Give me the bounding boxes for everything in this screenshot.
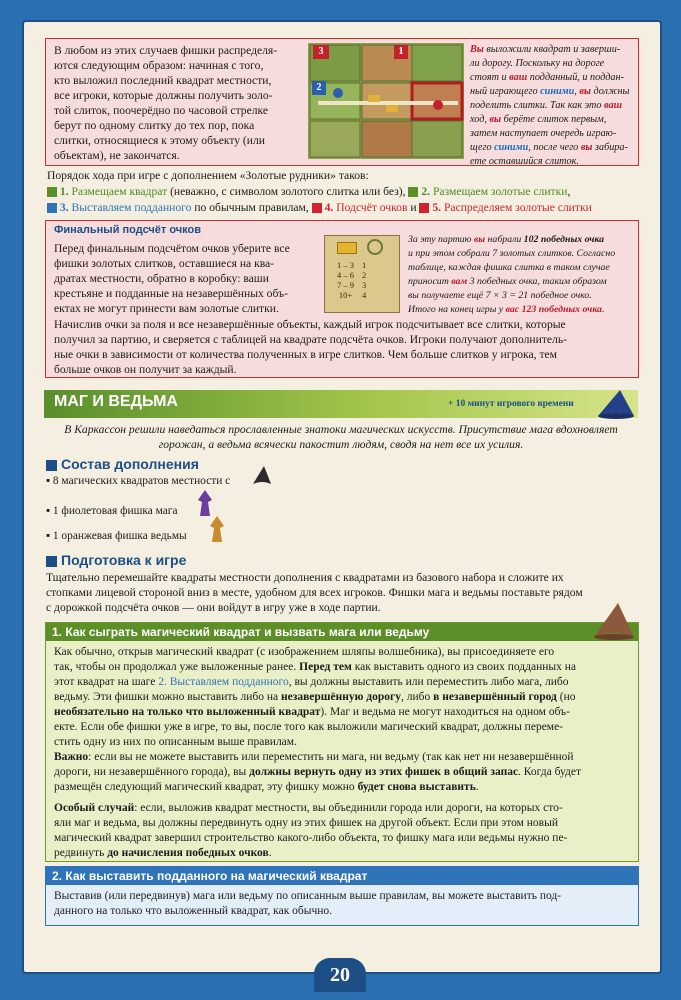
blue-player-word: синими [540, 86, 575, 97]
turn-order-line-1 [47, 184, 647, 200]
contents-item-2 [46, 504, 178, 519]
total-points: вас 123 победных очка [505, 304, 602, 315]
text: , после чего [528, 142, 581, 153]
text-line: все игроки, которые должны получить золо- [54, 89, 273, 102]
text: Итого на конец игры у [408, 304, 506, 315]
text-line: Перед финальным подсчётом очков уберите все [54, 242, 290, 255]
text: дороги, ни незавершённого города), вы [54, 766, 250, 778]
text: Перед тем [299, 661, 352, 673]
text-line: берут по одному слитку до тех пор, пока [54, 119, 255, 132]
time-badge: + 10 минут игрового времени [448, 399, 574, 409]
you-word: вы [473, 234, 486, 245]
mage-intro [44, 422, 638, 452]
text: , вы должны выставить или переместить либо мага, либо [288, 676, 569, 688]
text-line: Начислив очки за поля и все незавершённые объекты, каждый игрок подсчитывает все слитки, которые [54, 318, 566, 331]
text-line: крестьяне и подданные на незавершённых объ- [54, 287, 288, 300]
wizard-hat-small-icon [252, 464, 272, 488]
setup-heading [46, 552, 186, 570]
table-row [333, 290, 370, 300]
text: . [601, 304, 605, 315]
text-line: слитки, относящиеся к этому объекту (или [54, 134, 265, 147]
marker-1: 1 [394, 45, 408, 59]
text: ный играющего [470, 86, 541, 97]
distribution-text [54, 43, 316, 163]
text-line: с дорожкой подсчёта очков — они войдут в игру уже в ходе партии. [46, 601, 381, 614]
contents-text: 8 магических квадратов местности с [52, 475, 231, 487]
gold-distribution-example-box [45, 38, 639, 166]
text: : если, выложив квадрат местности, вы объединили города или дороги, на которых сто- [134, 802, 563, 814]
text-line: горожан, а ведьма всячески пакостит людям, сводя на нет все их усилия. [158, 438, 524, 451]
step2-text [54, 889, 634, 919]
marker-2: 2 [312, 81, 326, 95]
text: как выставить одного из своих подданных на [351, 661, 577, 673]
text-line: ные очки в зависимости от количества полученных в игре слитков. Чем больше слитков у игрока, тем [54, 348, 558, 361]
text-line: екте. Если обе фишки уже в игре, то вы, после того как выложили магический квадрат, должны переме- [54, 721, 564, 733]
blue-square-icon [47, 203, 57, 213]
text: , либо [400, 691, 434, 703]
text-line: магический квадрат завершил строительство какого-либо объекта, то фишку мага или ведьмы нужно пе- [54, 832, 568, 844]
table-cell: 2 [362, 270, 367, 280]
final-scoring-example [408, 233, 636, 317]
text-line: стопками лицевой стороной вниз в месте, удобном для всех игроков. Фишки мага и ведьмы поставьте рядом [46, 586, 583, 599]
text: будет снова выставить [357, 781, 476, 793]
red-square-icon [312, 203, 322, 213]
text: в незавершённый город [433, 691, 557, 703]
your-word: ваш [509, 72, 528, 83]
text-line: кто выложил последний квадрат местности, [54, 74, 272, 87]
text: берёте слиток первым, [501, 114, 607, 125]
step-tail: и [407, 201, 417, 214]
text: забира- [592, 142, 628, 153]
step2-box [45, 866, 639, 926]
text: приносит [408, 276, 452, 287]
you-word: вы [579, 86, 591, 97]
step2-header: 2. Как выставить подданного на магический квадрат [46, 867, 638, 885]
contents-item-1 [46, 474, 230, 489]
final-scoring-title: Финальный подсчёт очков [54, 224, 202, 236]
you-word: Вы [470, 44, 484, 55]
final-scoring-summary [54, 317, 634, 377]
text: затем наступает очередь играю- [470, 128, 617, 139]
step-label: Распределяем золотые слитки [443, 201, 592, 214]
text-line: ются следующим образом: начиная с того, [54, 59, 264, 72]
wizard-hat-brown-icon [592, 601, 636, 641]
step-num: 3. [59, 201, 69, 214]
text-line: ектах не могут принести вам золотые слитки. [54, 302, 279, 315]
step-num: 5. [432, 201, 442, 214]
text: стоят и [470, 72, 510, 83]
step-num: 4. [324, 201, 334, 214]
table-cell: 4 [362, 290, 367, 300]
bullet: ▪ [46, 505, 53, 517]
step-tail: (неважно, с символом золотого слитка или без), [167, 185, 406, 198]
table-row [333, 270, 370, 280]
text: . [268, 847, 272, 859]
text: ли дорогу. Поскольку на дороге [470, 58, 605, 69]
gold-score-table [333, 260, 370, 300]
text: набрали [485, 234, 524, 245]
text-line: стить одну из них по описанным выше правилам. [54, 736, 297, 748]
blue-player-word: синими [494, 142, 529, 153]
turn-order [47, 168, 647, 216]
final-scoring-box [45, 220, 639, 378]
table-cell: 1 [362, 260, 367, 270]
setup-title: Подготовка к игре [61, 552, 187, 568]
text: , [574, 86, 580, 97]
green-square-icon [408, 187, 418, 197]
text: размещён следующий магический квадрат, эту фишку можно [54, 781, 358, 793]
text-line: яли маг и ведьма, вы должны передвинуть одну из этих фишек на другой объект. Если при этом новый [54, 817, 558, 829]
text-line: Тщательно перемешайте квадраты местности дополнения с квадратами из базового набора и сложите их [46, 571, 564, 584]
text: : если вы не можете выставить или переместить ни мага, ни ведьму (так как нет ни незавершённой [88, 751, 574, 763]
gold-bar-icon [337, 242, 357, 254]
step-label: Подсчёт очков [336, 201, 408, 214]
text: ведьму. Эти фишки можно выставить либо на [54, 691, 281, 703]
setup-text [46, 570, 640, 615]
text-line: В любом из этих случаев фишки распределя- [54, 44, 278, 57]
text: до начисления победных очков [107, 847, 269, 859]
text: (но [556, 691, 576, 703]
table-row [333, 260, 370, 270]
step-num: 1. [59, 185, 69, 198]
text: вы получаете ещё 7 × 3 = 21 победное очко. [408, 290, 592, 301]
tile-illustration [308, 43, 464, 159]
step-tail: по обычным правилам, [191, 201, 309, 214]
text: ). Маг и ведьма не могут находиться на одном объ- [320, 706, 570, 718]
step-label: Выставляем подданного [71, 201, 192, 214]
example-caption [470, 43, 638, 169]
text-line: объектам), не закончатся. [54, 149, 180, 162]
points-value: 102 победных очка [523, 234, 605, 245]
text: выложили квадрат и заверши- [483, 44, 621, 55]
contents-title: Состав дополнения [61, 456, 199, 472]
text: поделить слитки. Так как это [470, 100, 605, 111]
table-cell: 1 – 3 [337, 260, 354, 270]
text: щего [470, 142, 495, 153]
text-line: больше очков он получит за каждый. [54, 363, 237, 376]
text: и при этом собрали 7 золотых слитков. Согласно [408, 248, 616, 259]
marker-3: 3 [313, 45, 329, 59]
final-scoring-text [54, 241, 326, 316]
text: За эту партию [408, 234, 474, 245]
step-label: Размещаем квадрат [71, 185, 168, 198]
scoring-tile [324, 235, 400, 313]
text-line: получил за партию, и сверяется с таблицей на квадрате подсчёта очков. Игроки получают дополнитель- [54, 333, 567, 346]
text: Особый случай [54, 802, 135, 814]
blue-square-icon [46, 460, 57, 471]
step1-text [54, 645, 634, 861]
you-word: вы [489, 114, 502, 125]
bullet: ▪ [46, 530, 53, 542]
text: этот квадрат на шаге [54, 676, 159, 688]
text: должны вернуть одну из этих фишек в общий запас [249, 766, 519, 778]
table-cell: 4 – 6 [337, 270, 354, 280]
wizard-hat-icon [596, 386, 636, 420]
blue-square-icon [46, 556, 57, 567]
text: ете оставшийся слиток. [470, 156, 579, 167]
text: Важно [54, 751, 89, 763]
text: необязательно на только что выложенный квадрат [54, 706, 321, 718]
text: редвинуть [54, 847, 108, 859]
red-square-icon [419, 203, 429, 213]
step-label: Размещаем золотые слитки [432, 185, 568, 198]
turn-order-intro: Порядок хода при игре с дополнением «Золотые рудники» таков: [47, 169, 369, 182]
step1-box [45, 622, 639, 862]
step1-header: 1. Как сыграть магический квадрат и вызвать мага или ведьму [46, 623, 638, 641]
text: должны [591, 86, 630, 97]
table-cell: 3 [362, 280, 367, 290]
text-line: той слиток, поочерёдно по часовой стрелке [54, 104, 268, 117]
step-link: 2. Выставляем подданного [158, 676, 289, 688]
loop-icon [367, 239, 383, 255]
text-line: данного на только что выложенный квадрат, как обычно. [54, 905, 333, 917]
you-word: вам [451, 276, 468, 287]
contents-text: 1 оранжевая фишка ведьмы [52, 530, 187, 542]
step-num: 2. [421, 185, 431, 198]
you-word: вы [580, 142, 593, 153]
text: . Когда будет [518, 766, 582, 778]
page-number: 20 [314, 958, 366, 992]
text: таблице, каждая фишка слитка в таком случае [408, 262, 610, 273]
text: 3 победных очка, таким образом [467, 276, 607, 287]
green-square-icon [47, 187, 57, 197]
contents-heading [46, 456, 199, 474]
table-row [333, 280, 370, 290]
table-cell: 7 – 9 [337, 280, 354, 290]
step-tail: , [567, 185, 571, 198]
your-word: ваш [604, 100, 623, 111]
text: ход, [470, 114, 490, 125]
text: подданный, и поддан- [527, 72, 624, 83]
turn-order-line-2 [47, 200, 647, 216]
text: так, чтобы он продолжал уже выложенные ранее. [54, 661, 300, 673]
contents-item-3 [46, 529, 187, 544]
table-cell: 10+ [338, 290, 353, 300]
text: . [475, 781, 479, 793]
orange-witch-figure-icon [208, 514, 226, 544]
mage-witch-header [44, 390, 638, 418]
text-line: дратах местности, обратно в коробку: ваши [54, 272, 269, 285]
text-line: Выставив (или передвинув) мага или ведьму по описанным выше правилам, вы можете выставить под- [54, 890, 562, 902]
contents-text: 1 фиолетовая фишка мага [52, 505, 178, 517]
text-line: фишки золотых слитков, оставшиеся на ква- [54, 257, 275, 270]
bullet: ▪ [46, 475, 53, 487]
section-title: МАГ И ВЕДЬМА [54, 393, 178, 410]
text-line: Как обычно, открыв магический квадрат (с изображением шляпы волшебника), вы присоединяете его [54, 646, 555, 658]
text: незавершённую дорогу [281, 691, 401, 703]
text-line: В Каркассон решили наведаться прославленные знатоки магических искусств. Присутствие мага вдохновляет [64, 423, 618, 436]
